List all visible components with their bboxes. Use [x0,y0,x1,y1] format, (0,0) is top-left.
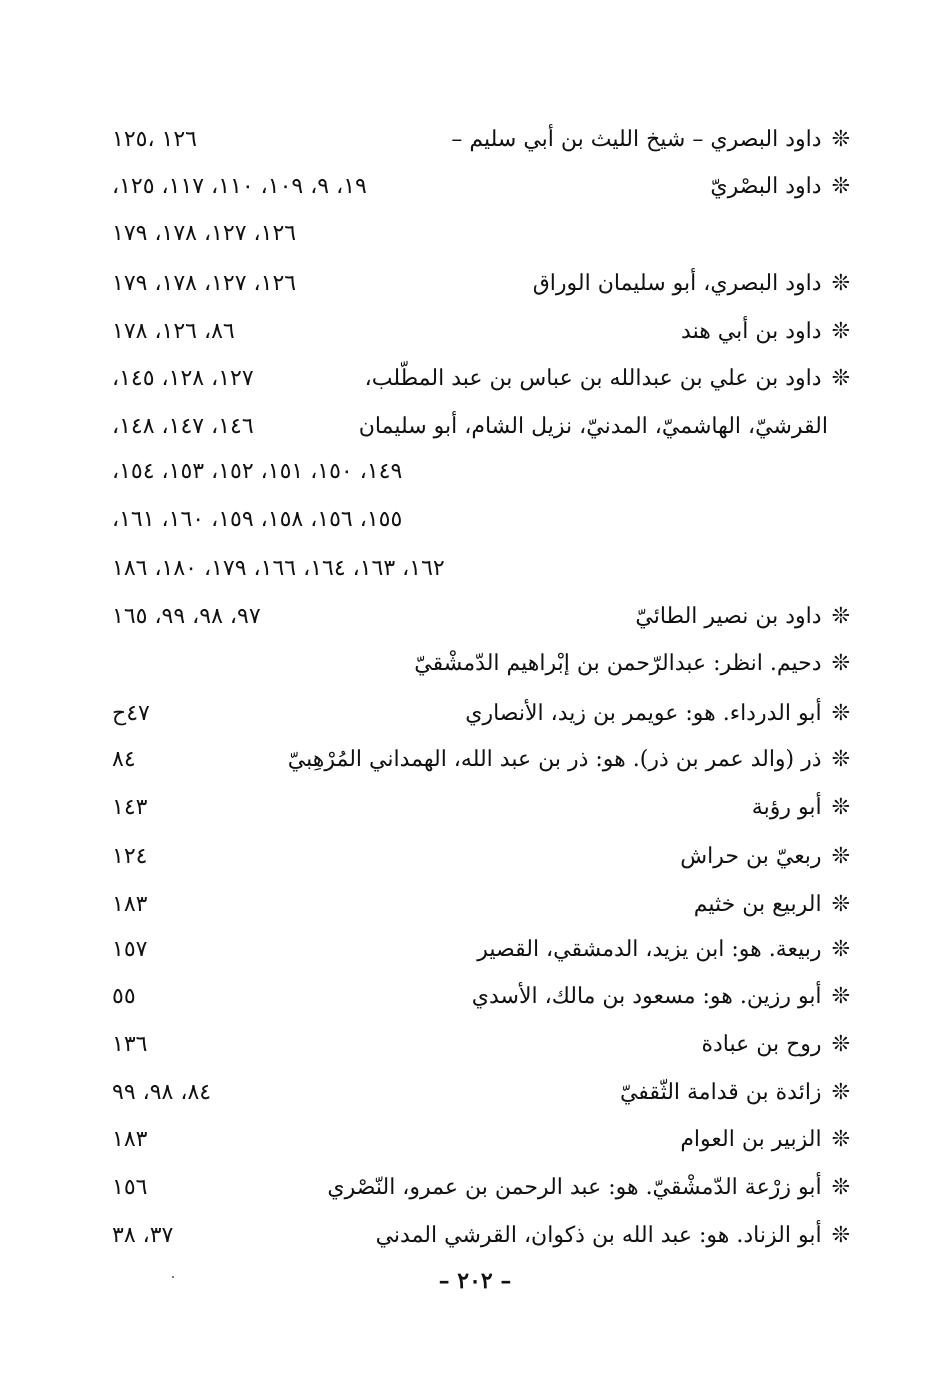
index-entry-name: ❊زائدة بن قدامة الثّقفيّ [619,1080,850,1105]
index-entry-name: ❊الزبير بن العوام [680,1127,850,1152]
index-entry-name: ❊داود البصري – شيخ الليث بن أبي سليم – [451,127,850,152]
bullet-star-icon: ❊ [831,319,850,344]
index-entry-name: ❊ذر (والد عمر بن ذر). هو: ذر بن عبد الله، الهمداني المُرْهِبيّ [287,747,850,772]
index-entry-pages: ٣٧، ٣٨ [112,1223,174,1248]
bullet-star-icon: ❊ [831,984,850,1009]
index-entry-pages: ١٥٧ [112,937,148,962]
index-entry-pages: ١٥٦ [112,1175,148,1200]
index-entry-name: ❊أبو زرْعة الدّمشْقيّ. هو: عبد الرحمن بن عمرو، النّصْري [327,1175,850,1200]
bullet-star-icon: ❊ [831,366,850,391]
index-entry-pages: ٨٤ [112,747,136,772]
index-entry-pages: ١٨٣ [112,1127,148,1152]
bullet-star-icon: ❊ [831,1175,850,1200]
index-entry-name: القرشيّ، الهاشميّ، المدنيّ، نزيل الشام، أبو سليمان [358,414,828,439]
index-entry-pages: ١٨٣ [112,892,148,917]
bullet-star-icon: ❊ [831,892,850,917]
index-entry-pages: ١٤٣ [112,795,148,820]
index-entry-pages: ٩٧، ٩٨، ٩٩، ١٦٥ [112,604,261,629]
bullet-star-icon: ❊ [831,701,850,726]
index-entry-pages: ١٣٦ [112,1032,148,1057]
index-entry-name: ❊أبو الدرداء. هو: عويمر بن زيد، الأنصاري [465,701,850,726]
bullet-star-icon: ❊ [831,604,850,629]
index-entry-name: ❊أبو الزناد. هو: عبد الله بن ذكوان، القرشي المدني [375,1223,850,1248]
index-entry-name: ❊داود البصري، أبو سليمان الوراق [532,271,850,296]
index-entry-pages: ٥٥ [112,984,136,1009]
index-entry-pages: ١٢٦، ١٢٧، ١٧٨، ١٧٩ [112,271,297,296]
index-entry-name: ❊دحيم. انظر: عبدالرّحمن بن إبْراهيم الدّمشْقيّ [414,651,850,676]
index-entry-pages: ١٢٤ [112,844,148,869]
bullet-star-icon: ❊ [831,937,850,962]
bullet-star-icon: ❊ [831,1223,850,1248]
index-entry-name: ❊ربيعة. هو: ابن يزيد، الدمشقي، القصير [477,937,850,962]
bullet-star-icon: ❊ [831,795,850,820]
index-entry-name: ❊روح بن عبادة [701,1032,850,1057]
index-entry-pages: ١٤٦، ١٤٧، ١٤٨، [112,414,254,439]
bullet-star-icon: ❊ [831,651,850,676]
index-entry-pages: ١٢٧، ١٢٨، ١٤٥، [112,366,254,391]
bullet-star-icon: ❊ [831,1080,850,1105]
index-entry-pages: ١٢٦، ١٢٧، ١٧٨، ١٧٩ [112,221,297,246]
index-entry-pages: ١٦٢، ١٦٣، ١٦٤، ١٦٦، ١٧٩، ١٨٠، ١٨٦ [112,556,445,581]
index-entry-pages: ١٤٩، ١٥٠، ١٥١، ١٥٢، ١٥٣، ١٥٤، [112,459,403,484]
index-entry-name: ❊داود البصْريّ [710,174,850,199]
index-entry-name: ❊داود بن نصير الطائيّ [635,604,850,629]
bullet-star-icon: ❊ [831,1032,850,1057]
index-entry-pages: ١٩، ٩، ١٠٩، ١١٠، ١١٧، ١٢٥، [112,174,367,199]
index-entry-name: ❊داود بن علي بن عبدالله بن عباس بن عبد المطّلب، [364,366,850,391]
index-entry-pages: ٨٦، ١٢٦، ١٧٨ [112,319,235,344]
index-entry-name: ❊الربيع بن خثيم [693,892,850,917]
index-entry-pages: ٨٤، ٩٨، ٩٩ [112,1080,212,1105]
index-entry-name: ❊ربعيّ بن حراش [680,844,850,869]
bullet-star-icon: ❊ [831,174,850,199]
index-entry-pages: ١٢٦ ،١٢٥ [112,127,197,152]
bullet-star-icon: ❊ [831,844,850,869]
index-entry-name: ❊داود بن أبي هند [681,319,850,344]
bullet-star-icon: ❊ [831,1127,850,1152]
bullet-star-icon: ❊ [831,127,850,152]
index-entry-name: ❊أبو رؤبة [751,795,850,820]
bullet-star-icon: ❊ [831,747,850,772]
bullet-star-icon: ❊ [831,271,850,296]
index-entry-pages: ١٥٥، ١٥٦، ١٥٨، ١٥٩، ١٦٠، ١٦١، [112,507,403,532]
index-entry-name: ❊أبو رزين. هو: مسعود بن مالك، الأسدي [471,984,850,1009]
index-entry-pages: ٤٧ح [112,701,150,726]
page-number: – ٢٠٢ – [438,1268,512,1294]
